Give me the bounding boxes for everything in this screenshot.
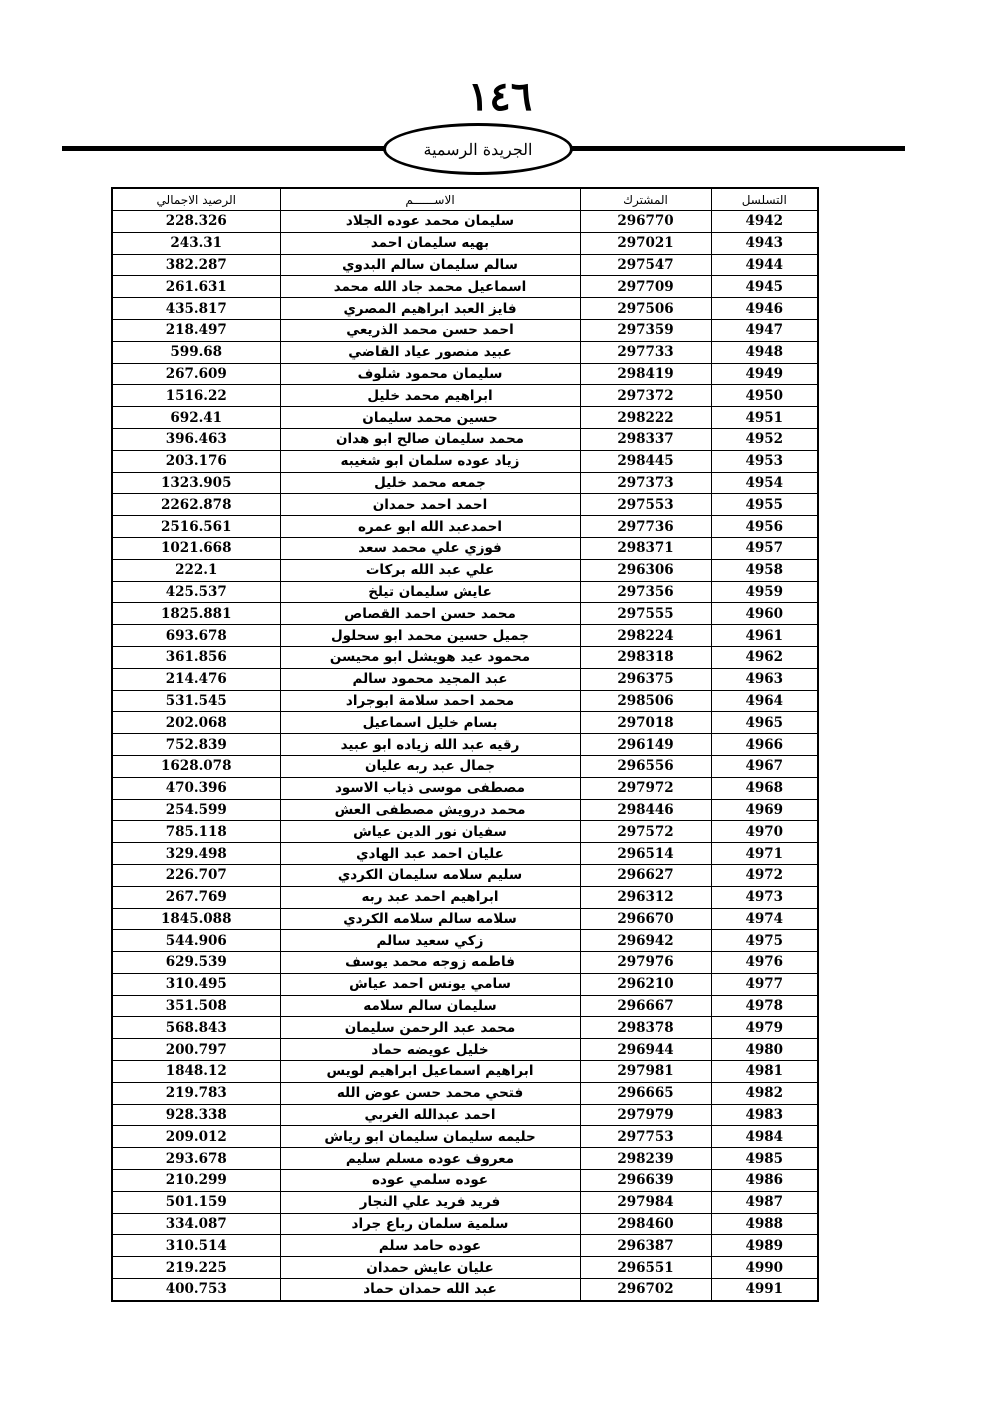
table-row — [112, 428, 818, 450]
name-cell: رقيه عبد الله زياده ابو عبيد — [280, 734, 580, 756]
balance-cell: 544.906 — [112, 930, 280, 952]
serial-cell: 4958 — [711, 559, 818, 581]
serial-cell: 4946 — [711, 298, 818, 320]
balance-cell: 693.678 — [112, 625, 280, 647]
name-cell: عليان احمد عبد الهادي — [280, 843, 580, 865]
balance-cell: 692.41 — [112, 407, 280, 429]
balance-cell: 310.514 — [112, 1235, 280, 1257]
table-row — [112, 407, 818, 429]
name-cell: فاطمه زوجه محمد يوسف — [280, 952, 580, 974]
balance-cell: 400.753 — [112, 1279, 280, 1301]
name-cell: علي عبد الله بركات — [280, 559, 580, 581]
subscriber-cell: 297709 — [580, 276, 711, 298]
balance-cell: 599.68 — [112, 341, 280, 363]
name-cell: بهيه سليمان احمد — [280, 232, 580, 254]
serial-cell: 4970 — [711, 821, 818, 843]
balance-cell: 1628.078 — [112, 755, 280, 777]
subscriber-cell: 296210 — [580, 973, 711, 995]
subscriber-cell: 296551 — [580, 1257, 711, 1279]
serial-cell: 4972 — [711, 864, 818, 886]
table-row — [112, 625, 818, 647]
serial-cell: 4950 — [711, 385, 818, 407]
serial-cell: 4947 — [711, 319, 818, 341]
balance-cell: 214.476 — [112, 668, 280, 690]
column-header-subscriber: المشترك — [580, 188, 711, 211]
gazette-title: الجريدة الرسمية — [423, 139, 533, 159]
serial-cell: 4973 — [711, 886, 818, 908]
serial-cell: 4943 — [711, 232, 818, 254]
table-row — [112, 864, 818, 886]
name-cell: محمود عيد هويشل ابو محيسن — [280, 646, 580, 668]
balance-cell: 2516.561 — [112, 516, 280, 538]
table-row — [112, 843, 818, 865]
name-cell: سفيان نور الدين عياش — [280, 821, 580, 843]
subscriber-cell: 298378 — [580, 1017, 711, 1039]
subscriber-cell: 297979 — [580, 1104, 711, 1126]
balance-cell: 243.31 — [112, 232, 280, 254]
balance-cell: 261.631 — [112, 276, 280, 298]
subscriber-cell: 297553 — [580, 494, 711, 516]
serial-cell: 4942 — [711, 211, 818, 233]
serial-cell: 4981 — [711, 1061, 818, 1083]
subscriber-cell: 298318 — [580, 646, 711, 668]
name-cell: ابراهيم محمد خليل — [280, 385, 580, 407]
serial-cell: 4967 — [711, 755, 818, 777]
subscriber-cell: 298224 — [580, 625, 711, 647]
balance-cell: 267.609 — [112, 363, 280, 385]
balance-cell: 501.159 — [112, 1191, 280, 1213]
serial-cell: 4984 — [711, 1126, 818, 1148]
balance-cell: 1845.088 — [112, 908, 280, 930]
subscriber-cell: 296667 — [580, 995, 711, 1017]
table-row — [112, 516, 818, 538]
serial-cell: 4954 — [711, 472, 818, 494]
page-number: ١٤٦ — [467, 73, 533, 120]
subscriber-cell: 296770 — [580, 211, 711, 233]
name-cell: حسين محمد سليمان — [280, 407, 580, 429]
subscriber-cell: 297976 — [580, 952, 711, 974]
balance-cell: 1825.881 — [112, 603, 280, 625]
name-cell: فايز العبد ابراهيم المصري — [280, 298, 580, 320]
balance-cell: 209.012 — [112, 1126, 280, 1148]
subscriber-cell: 296306 — [580, 559, 711, 581]
gazette-title-oval — [383, 123, 573, 175]
table-row — [112, 1235, 818, 1257]
name-cell: حليمه سليمان سليمان ابو رياش — [280, 1126, 580, 1148]
table-row — [112, 559, 818, 581]
table-row — [112, 254, 818, 276]
balance-cell: 1021.668 — [112, 537, 280, 559]
subscriber-cell: 298337 — [580, 428, 711, 450]
table-row — [112, 1170, 818, 1192]
balance-cell: 629.539 — [112, 952, 280, 974]
subscriber-cell: 297018 — [580, 712, 711, 734]
subscriber-cell: 297356 — [580, 581, 711, 603]
serial-cell: 4991 — [711, 1279, 818, 1301]
subscriber-cell: 297733 — [580, 341, 711, 363]
subscriber-cell: 297736 — [580, 516, 711, 538]
serial-cell: 4990 — [711, 1257, 818, 1279]
name-cell: احمد عبدالله الغربي — [280, 1104, 580, 1126]
serial-cell: 4951 — [711, 407, 818, 429]
table-row — [112, 363, 818, 385]
subscriber-cell: 298460 — [580, 1213, 711, 1235]
table-row — [112, 930, 818, 952]
balance-cell: 310.495 — [112, 973, 280, 995]
table-row — [112, 734, 818, 756]
subscriber-cell: 296942 — [580, 930, 711, 952]
balance-cell: 470.396 — [112, 777, 280, 799]
table-row — [112, 494, 818, 516]
subscriber-cell: 296665 — [580, 1082, 711, 1104]
balance-cell: 785.118 — [112, 821, 280, 843]
serial-cell: 4969 — [711, 799, 818, 821]
table-row — [112, 276, 818, 298]
table-row — [112, 1148, 818, 1170]
balance-cell: 1516.22 — [112, 385, 280, 407]
name-cell: فريد فريد علي النجار — [280, 1191, 580, 1213]
table-row — [112, 973, 818, 995]
table-row — [112, 581, 818, 603]
name-cell: سليمان محمد عوده الجلاد — [280, 211, 580, 233]
name-cell: محمد عبد الرحمن سليمان — [280, 1017, 580, 1039]
table-row — [112, 1279, 818, 1301]
table-body — [112, 211, 818, 1301]
name-cell: جمعه محمد خليل — [280, 472, 580, 494]
serial-cell: 4983 — [711, 1104, 818, 1126]
name-cell: عايش سليمان تيلخ — [280, 581, 580, 603]
balance-cell: 568.843 — [112, 1017, 280, 1039]
serial-cell: 4960 — [711, 603, 818, 625]
name-cell: احمدعبد الله ابو عمره — [280, 516, 580, 538]
subscriber-cell: 296627 — [580, 864, 711, 886]
subscriber-cell: 298222 — [580, 407, 711, 429]
table-row — [112, 646, 818, 668]
subscriber-cell: 297372 — [580, 385, 711, 407]
subscriber-cell: 297547 — [580, 254, 711, 276]
name-cell: محمد حسن احمد القصاص — [280, 603, 580, 625]
serial-cell: 4955 — [711, 494, 818, 516]
name-cell: جمال عبد ربه عليان — [280, 755, 580, 777]
serial-cell: 4988 — [711, 1213, 818, 1235]
column-header-serial: التسلسل — [711, 188, 818, 211]
name-cell: زكي سعيد سالم — [280, 930, 580, 952]
balance-cell: 1323.905 — [112, 472, 280, 494]
name-cell: فتحي محمد حسن عوض الله — [280, 1082, 580, 1104]
table-row — [112, 211, 818, 233]
balance-cell: 752.839 — [112, 734, 280, 756]
table-row — [112, 1126, 818, 1148]
name-cell: سالم سليمان سالم البدوي — [280, 254, 580, 276]
name-cell: عليان عايش حمدان — [280, 1257, 580, 1279]
serial-cell: 4989 — [711, 1235, 818, 1257]
name-cell: احمد حسن محمد الذريعي — [280, 319, 580, 341]
table-row — [112, 1061, 818, 1083]
table-row — [112, 821, 818, 843]
balance-cell: 202.068 — [112, 712, 280, 734]
subscriber-cell: 298446 — [580, 799, 711, 821]
balance-cell: 210.299 — [112, 1170, 280, 1192]
serial-cell: 4961 — [711, 625, 818, 647]
table-row — [112, 908, 818, 930]
serial-cell: 4948 — [711, 341, 818, 363]
subscriber-cell: 297021 — [580, 232, 711, 254]
balance-cell: 219.225 — [112, 1257, 280, 1279]
serial-cell: 4962 — [711, 646, 818, 668]
balance-cell: 226.707 — [112, 864, 280, 886]
balance-cell: 293.678 — [112, 1148, 280, 1170]
name-cell: ابراهيم اسماعيل ابراهيم لويس — [280, 1061, 580, 1083]
serial-cell: 4982 — [711, 1082, 818, 1104]
subscriber-cell: 296639 — [580, 1170, 711, 1192]
name-cell: سليمان سالم سلامه — [280, 995, 580, 1017]
serial-cell: 4949 — [711, 363, 818, 385]
serial-cell: 4957 — [711, 537, 818, 559]
table-header-row — [112, 188, 818, 211]
name-cell: ابراهيم احمد عبد ربه — [280, 886, 580, 908]
table-row — [112, 603, 818, 625]
balance-cell: 351.508 — [112, 995, 280, 1017]
balance-cell: 2262.878 — [112, 494, 280, 516]
serial-cell: 4965 — [711, 712, 818, 734]
name-cell: سليمان محمود شلوف — [280, 363, 580, 385]
table-row — [112, 1104, 818, 1126]
balance-cell: 334.087 — [112, 1213, 280, 1235]
balance-cell: 382.287 — [112, 254, 280, 276]
name-cell: مصطفى موسى ذياب الاسود — [280, 777, 580, 799]
name-cell: بسام خليل اسماعيل — [280, 712, 580, 734]
table-row — [112, 886, 818, 908]
serial-cell: 4975 — [711, 930, 818, 952]
serial-cell: 4966 — [711, 734, 818, 756]
balance-cell: 203.176 — [112, 450, 280, 472]
subscriber-cell: 296702 — [580, 1279, 711, 1301]
table-row — [112, 952, 818, 974]
name-cell: معروف عوده مسلم سليم — [280, 1148, 580, 1170]
name-cell: احمد احمد حمدان — [280, 494, 580, 516]
column-header-name: الاســــــم — [280, 188, 580, 211]
balance-cell: 531.545 — [112, 690, 280, 712]
table-row — [112, 755, 818, 777]
table-row — [112, 777, 818, 799]
subscriber-cell: 297972 — [580, 777, 711, 799]
subscriber-cell: 296556 — [580, 755, 711, 777]
name-cell: محمد احمد سلامة ابوجراد — [280, 690, 580, 712]
serial-cell: 4980 — [711, 1039, 818, 1061]
table-row — [112, 1213, 818, 1235]
table-row — [112, 1191, 818, 1213]
name-cell: سلامه سالم سلامه الكردي — [280, 908, 580, 930]
subscriber-cell: 296312 — [580, 886, 711, 908]
name-cell: جميل حسين محمد ابو سحلول — [280, 625, 580, 647]
balance-cell: 425.537 — [112, 581, 280, 603]
balance-cell: 222.1 — [112, 559, 280, 581]
records-table — [111, 187, 819, 1302]
table-row — [112, 385, 818, 407]
serial-cell: 4953 — [711, 450, 818, 472]
table-row — [112, 450, 818, 472]
table-row — [112, 341, 818, 363]
balance-cell: 267.769 — [112, 886, 280, 908]
table-row — [112, 995, 818, 1017]
name-cell: عبد الله حمدان حماد — [280, 1279, 580, 1301]
serial-cell: 4986 — [711, 1170, 818, 1192]
table-row — [112, 668, 818, 690]
table-row — [112, 472, 818, 494]
table-row — [112, 1082, 818, 1104]
table-row — [112, 1257, 818, 1279]
name-cell: محمد درويش مصطفى العش — [280, 799, 580, 821]
balance-cell: 1848.12 — [112, 1061, 280, 1083]
serial-cell: 4979 — [711, 1017, 818, 1039]
table-row — [112, 712, 818, 734]
subscriber-cell: 298506 — [580, 690, 711, 712]
serial-cell: 4977 — [711, 973, 818, 995]
subscriber-cell: 298445 — [580, 450, 711, 472]
serial-cell: 4978 — [711, 995, 818, 1017]
subscriber-cell: 297753 — [580, 1126, 711, 1148]
table-row — [112, 319, 818, 341]
serial-cell: 4974 — [711, 908, 818, 930]
serial-cell: 4968 — [711, 777, 818, 799]
name-cell: عبيد منصور عياد القاضي — [280, 341, 580, 363]
table-row — [112, 799, 818, 821]
subscriber-cell: 297506 — [580, 298, 711, 320]
balance-cell: 228.326 — [112, 211, 280, 233]
balance-cell: 396.463 — [112, 428, 280, 450]
serial-cell: 4945 — [711, 276, 818, 298]
subscriber-cell: 296387 — [580, 1235, 711, 1257]
subscriber-cell: 298371 — [580, 537, 711, 559]
subscriber-cell: 298419 — [580, 363, 711, 385]
table-row — [112, 298, 818, 320]
serial-cell: 4971 — [711, 843, 818, 865]
subscriber-cell: 297981 — [580, 1061, 711, 1083]
subscriber-cell: 296149 — [580, 734, 711, 756]
balance-cell: 200.797 — [112, 1039, 280, 1061]
subscriber-cell: 296514 — [580, 843, 711, 865]
serial-cell: 4964 — [711, 690, 818, 712]
name-cell: سامي يونس احمد عياش — [280, 973, 580, 995]
subscriber-cell: 297572 — [580, 821, 711, 843]
serial-cell: 4985 — [711, 1148, 818, 1170]
name-cell: سليم سلامه سليمان الكردي — [280, 864, 580, 886]
table-row — [112, 537, 818, 559]
balance-cell: 219.783 — [112, 1082, 280, 1104]
name-cell: محمد سليمان صالح ابو هدان — [280, 428, 580, 450]
serial-cell: 4987 — [711, 1191, 818, 1213]
subscriber-cell: 297984 — [580, 1191, 711, 1213]
name-cell: عوده سلمي عوده — [280, 1170, 580, 1192]
column-header-balance: الرصيد الاجمالي — [112, 188, 280, 211]
table-row — [112, 690, 818, 712]
balance-cell: 928.338 — [112, 1104, 280, 1126]
subscriber-cell: 297555 — [580, 603, 711, 625]
name-cell: خليل عويضه حماد — [280, 1039, 580, 1061]
name-cell: عوده حامد سلم — [280, 1235, 580, 1257]
name-cell: فوزي علي محمد سعد — [280, 537, 580, 559]
balance-cell: 435.817 — [112, 298, 280, 320]
table-row — [112, 232, 818, 254]
name-cell: عبد المجيد محمود سالم — [280, 668, 580, 690]
serial-cell: 4963 — [711, 668, 818, 690]
name-cell: سلمية سلمان رباع جراد — [280, 1213, 580, 1235]
subscriber-cell: 297359 — [580, 319, 711, 341]
subscriber-cell: 296944 — [580, 1039, 711, 1061]
name-cell: اسماعيل محمد جاد الله محمد — [280, 276, 580, 298]
table-row — [112, 1039, 818, 1061]
subscriber-cell: 297373 — [580, 472, 711, 494]
table-row — [112, 1017, 818, 1039]
balance-cell: 218.497 — [112, 319, 280, 341]
subscriber-cell: 296670 — [580, 908, 711, 930]
serial-cell: 4944 — [711, 254, 818, 276]
subscriber-cell: 298239 — [580, 1148, 711, 1170]
serial-cell: 4959 — [711, 581, 818, 603]
subscriber-cell: 296375 — [580, 668, 711, 690]
balance-cell: 329.498 — [112, 843, 280, 865]
balance-cell: 361.856 — [112, 646, 280, 668]
name-cell: زياد عوده سلمان ابو شغيبه — [280, 450, 580, 472]
balance-cell: 254.599 — [112, 799, 280, 821]
serial-cell: 4956 — [711, 516, 818, 538]
serial-cell: 4976 — [711, 952, 818, 974]
serial-cell: 4952 — [711, 428, 818, 450]
